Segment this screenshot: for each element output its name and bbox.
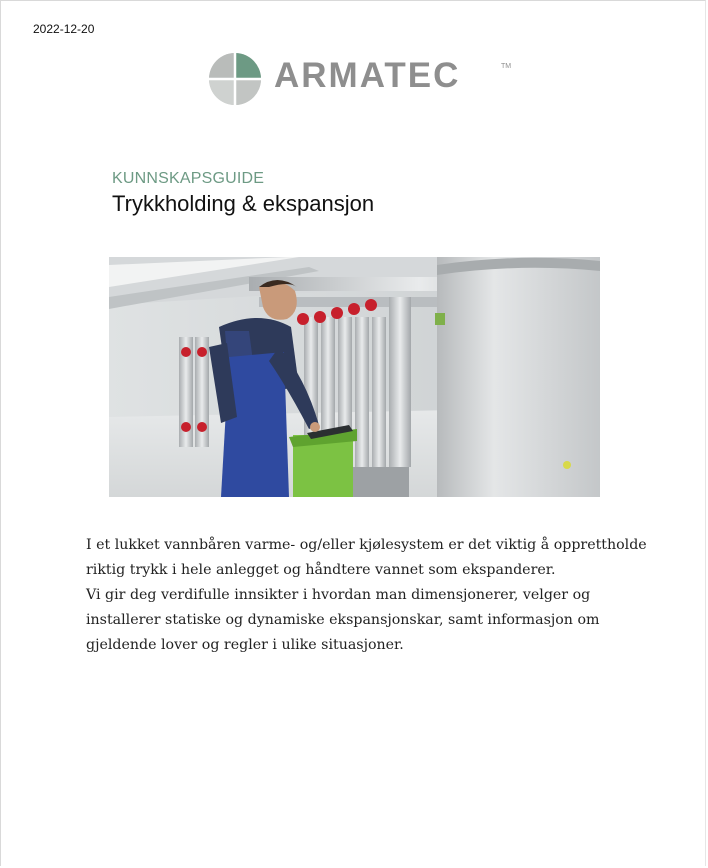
technician-boiler-room-photo <box>109 257 600 497</box>
brand-logo <box>208 52 513 108</box>
intro-line: installerer statiske og dynamiske ekspansjonskar, samt informasjon om <box>86 612 600 628</box>
intro-paragraph <box>86 533 646 658</box>
document-date: 2022-12-20 <box>33 22 95 36</box>
guide-title: Trykkholding & ekspansjon <box>112 191 375 216</box>
trademark-mark: TM <box>501 63 512 70</box>
brand-wordmark: ARMATEC <box>274 56 461 95</box>
intro-line: I et lukket vannbåren varme- og/eller kjølesystem er det viktig å opprettholde <box>86 537 647 553</box>
guide-kicker: KUNNSKAPSGUIDE <box>112 170 265 187</box>
intro-line: Vi gir deg verdifulle innsikter i hvordan man dimensjonerer, velger og <box>86 587 591 603</box>
armatec-quadrant-logo-icon <box>208 52 262 106</box>
intro-line: riktig trykk i hele anlegget og håndtere vannet som ekspanderer. <box>86 562 556 578</box>
intro-line: gjeldende lover og regler i ulike situasjoner. <box>86 637 404 653</box>
